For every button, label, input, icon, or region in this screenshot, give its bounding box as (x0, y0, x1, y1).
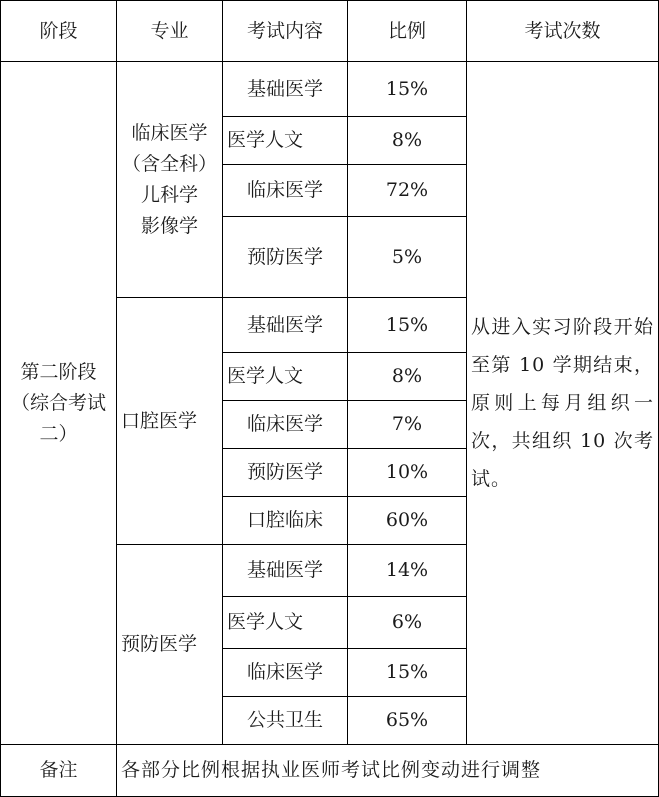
subject-cell: 基础医学 (223, 545, 348, 597)
ratio-cell: 60% (348, 497, 467, 545)
subject-cell: 临床医学 (223, 165, 348, 217)
major-cell-preventive: 预防医学 (117, 545, 223, 745)
header-ratio: 比例 (348, 1, 467, 62)
ratio-cell: 6% (348, 597, 467, 649)
ratio-cell: 7% (348, 401, 467, 449)
subject-cell: 基础医学 (223, 298, 348, 353)
exam-count-cell: 从进入实习阶段开始至第 10 学期结束，原则上每月组织一次，共组织 10 次考试。 (467, 62, 659, 745)
header-content: 考试内容 (223, 1, 348, 62)
stage-line: 第二阶段 (20, 360, 97, 383)
header-major: 专业 (117, 1, 223, 62)
header-row (1, 1, 659, 62)
note-row (1, 745, 659, 797)
header-stage: 阶段 (1, 1, 117, 62)
ratio-cell: 10% (348, 449, 467, 497)
subject-cell: 临床医学 (223, 401, 348, 449)
subject-cell: 医学人文 (223, 597, 348, 649)
subject-cell: 临床医学 (223, 649, 348, 697)
note-text: 各部分比例根据执业医师考试比例变动进行调整 (117, 745, 659, 797)
subject-cell: 预防医学 (223, 217, 348, 298)
ratio-cell: 15% (348, 298, 467, 353)
subject-cell: 口腔临床 (223, 497, 348, 545)
ratio-cell: 5% (348, 217, 467, 298)
ratio-cell: 8% (348, 117, 467, 165)
subject-cell: 医学人文 (223, 353, 348, 401)
major-line: （含全科） (121, 152, 217, 175)
ratio-cell: 15% (348, 62, 467, 117)
ratio-cell: 15% (348, 649, 467, 697)
stage-line: （综合考试 (10, 391, 106, 414)
ratio-cell: 65% (348, 697, 467, 745)
ratio-cell: 72% (348, 165, 467, 217)
subject-cell: 基础医学 (223, 62, 348, 117)
header-count: 考试次数 (467, 1, 659, 62)
subject-cell: 预防医学 (223, 449, 348, 497)
major-line: 临床医学 (131, 121, 208, 144)
stage-cell (1, 62, 117, 745)
major-cell-clinical (117, 62, 223, 298)
subject-cell: 公共卫生 (223, 697, 348, 745)
major-line: 影像学 (140, 214, 198, 237)
stage-line: 二） (39, 422, 78, 445)
major-line: 儿科学 (140, 183, 198, 206)
table-row (1, 62, 659, 117)
subject-cell: 医学人文 (223, 117, 348, 165)
note-label: 备注 (1, 745, 117, 797)
ratio-cell: 8% (348, 353, 467, 401)
major-cell-stomatology: 口腔医学 (117, 298, 223, 545)
ratio-cell: 14% (348, 545, 467, 597)
